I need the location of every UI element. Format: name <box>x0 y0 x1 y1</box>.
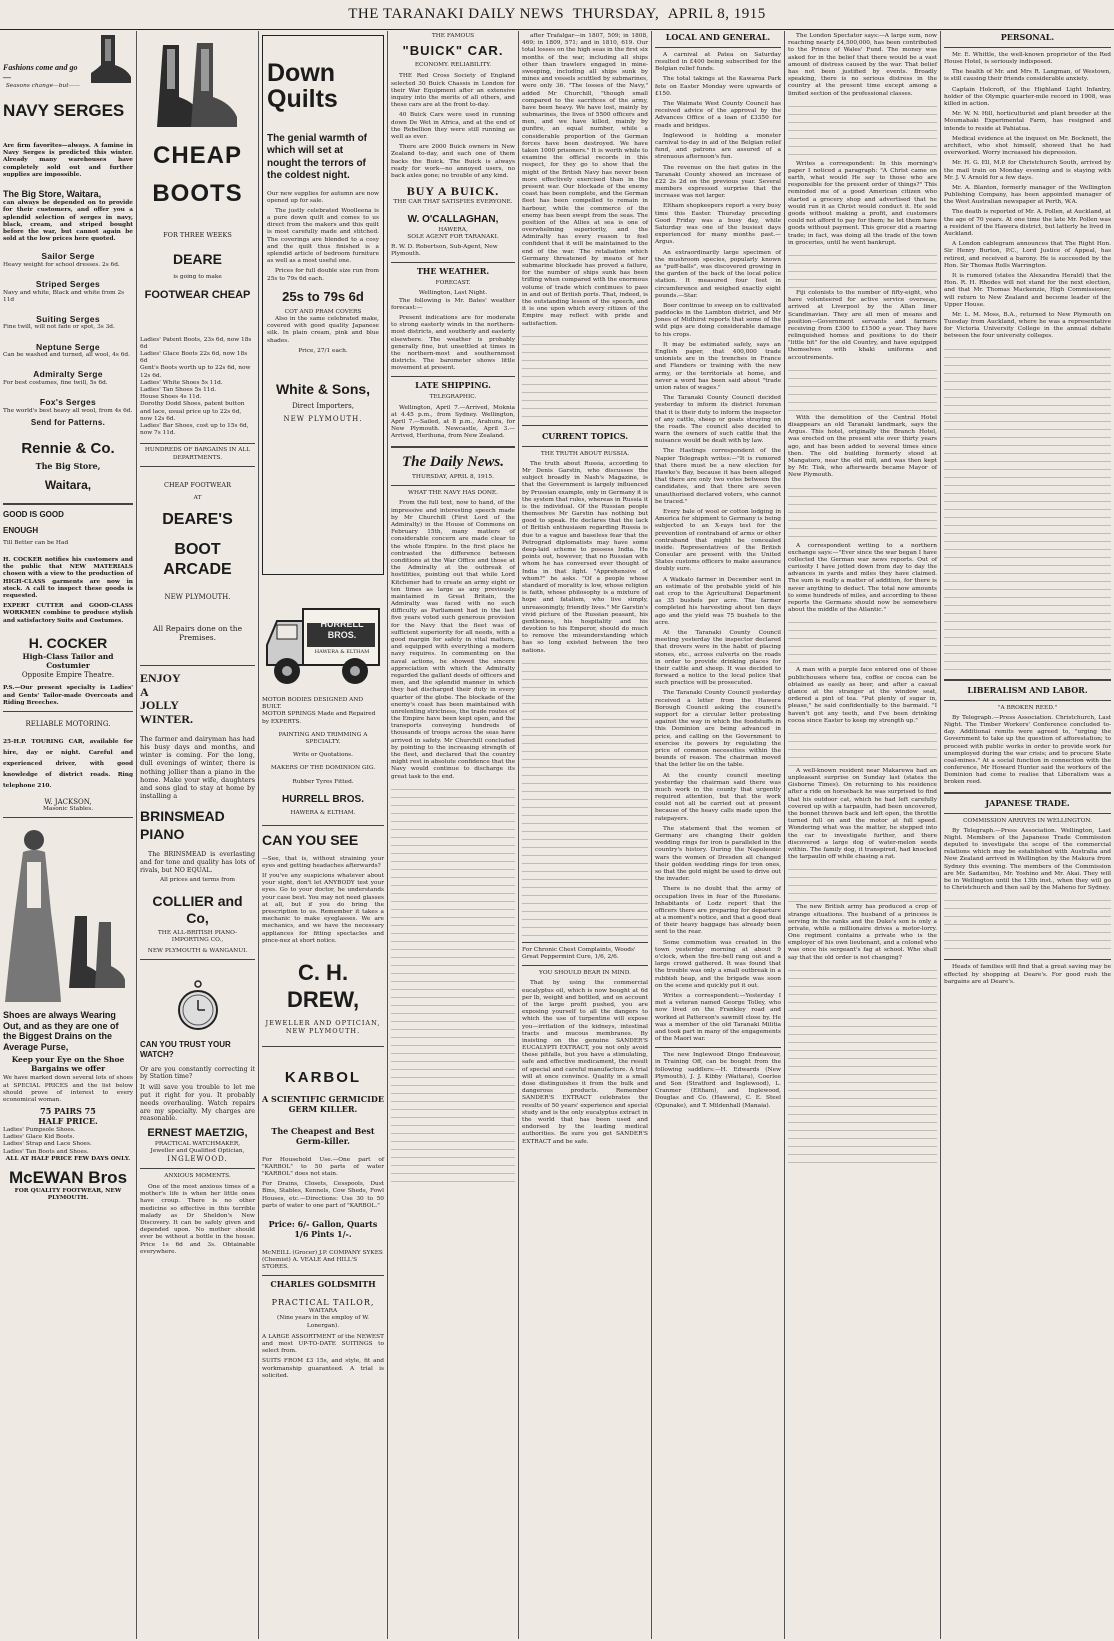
goldsmith-body: A LARGE ASSORTMENT of the NEWEST and most UP-TO-DATE SUITINGS to select from. <box>262 1333 384 1355</box>
karbol-agents: McNEILL (Grocer) J.P. COMPANY SYKES (Chemist) A. VEALE And HILL'S STORES. <box>262 1249 383 1271</box>
shipping-body: Wellington, April 7.—Arrived, Moknia at 4.45 p.m., from Sydney. Wellington, April 7.—Sailed, at 8 p.m., Arahura, for New Plymouth. Newcastle, April 3.—Arrived, Herihuna, from New Zealand. <box>391 404 515 440</box>
serge-item <box>3 279 133 304</box>
local-paragraph: There is no doubt that the army of occupation lives in fear of the Russians. Inhabitants of Lodz report that the officers there are preparing for departure at a moment's notice, and that a good deal of their heavy baggage has already been sent to the rear. <box>655 886 781 936</box>
buick-body-2: 40 Buick Cars were used in running down De Wet in Africa, and at the end of the Rebellion they were still running as well as ever. <box>391 112 515 140</box>
editorial-continued: after Trafalgar—in 1807, 509; in 1808, 469; in 1809, 571; and in 1810, 619. Our total losses on the high seas in the first six months of the war, including all ships other than trawlers engaged in mine-sweeping, including all ships sunk by mines and vessels scuttled by submarines, were only 36. "The losses of the Navy," added Mr Churchill, "though small compared to the sacrifices of the army, have been heavy. We have lost, mainly by submarines, the lives of 5500 officers and men, and we have killed, mainly by gunfire, an equal number, while a considerable proportion of the German forces have been destroyed. We have taken 1000 prisoners." It is worth while to examine the official records in this respect, for they go to show that the might of the British Navy has never been more effectively exercised than in the present war. Our blockade of the enemy coast has been complete, and the German fleet has been compelled to remain in harbour, while the commerce of the enemy has been swept from the seas. The position of the Allies at sea is one of overwhelming superiority, and the Admiralty has every reason to feel confident that it will be maintained to the end of the war. The retaliation which Germany threatened by means of her submarine blockade has proved a failure, for the number of ships sunk has been trifling when compared with the enormous volume of trade which continues to pass in and out of British ports. That, indeed, is the outstanding lesson of the speech, and it is one upon which every citizen of the Empire may reflect with pride and satisfaction. <box>522 33 648 327</box>
russia-continuation <box>522 658 648 938</box>
column-6 <box>652 33 784 1637</box>
shoes-body: We have marked down several lots of shoes at SPECIAL PRICES and the list below should prove of interest to every economical woman. <box>3 1075 133 1104</box>
motoring-heading: RELIABLE MOTORING. <box>25 719 111 728</box>
general-paragraph: Fiji colonists to the number of fifty-eight, who have volunteered for active service overseas, arrived at Liverpool by the Allan liner Scandinavian. They are all men of means and position—Government servants and farmers receiving from £300 to £1500 a year. They have relinquished homes and positions to do their "little bit" for the old Country, and have equipped themselves with khaki uniforms and accoutrements. <box>788 289 937 361</box>
personal-paragraph: Captain Holcroft, of the Highland Light Infantry, holder of the Olympic quarter-mile record in 1908, was killed in action. <box>944 86 1111 108</box>
russia-body: The truth about Russia, according to Mr Denis Garstin, who discusses the subject broadly in Nash's Magazine, is that the Government is largely influenced by Prussian example, only in Germany it is the system that rules, whereas in Russia it is the individual. Of the Russian people themselves Mr Garstin has nothing but good to speak. He declares that the lack of British enthusiasm regarding Russia is due to a vague and baseless fear that the Petrograd diplomatists may have some deep-laid scheme to possess India. He points out, however, that no Russian with whom he has conversed ever thought of India in that light. "Apprehensive of whom?" he asks. "Of a people whose standard of morality is low, whose religion is faith, whose philosophy is a mixture of hope and fatalism, who live simply, unreasoningly, friendly lives." Mr Garstin's vivid picture of the Russian peasant, his gentleness, his hospitality and his devotion to his Emperor, should do much to remove the misunderstanding which has so long existed between the two nations. <box>522 460 648 654</box>
chest-complaints: For Chronic Chest Complaints, Woods' Great Peppermint Cure, 1/6, 2/6. <box>522 946 636 961</box>
paragraph-continuation <box>788 864 937 904</box>
motor-bodies: MOTOR BODIES DESIGNED AND BUILT. <box>262 697 364 711</box>
forecast-line: FORECAST. <box>435 280 471 287</box>
white-sons-name: White & Sons, <box>275 380 371 397</box>
column-5 <box>519 33 651 1637</box>
hurrell-ad <box>262 601 384 817</box>
cansee-body-2: If you've any suspicions whatever about your sight, don't let ANYBODY test your eyes. Go to your doctor, he understands your case best. You may not need glasses at all, but if you do bring the prescription to us. Remember it takes a mechanic to make eyeglasses. We are mechanics, and we have the necessary appliances for fitting spectacles and pince-nez at short notice. <box>262 873 384 944</box>
motor-van-icon <box>263 601 383 691</box>
trust-body-2: It will save you trouble to let me put it right for you. It probably needs overhauling. Watch repairs are my specialty. My charges are reasonable. <box>140 1084 255 1123</box>
maetzig-sub-2: Jeweller and Qualified Optician, <box>150 1148 245 1155</box>
seasons-line: Seasons change—but—— <box>5 82 81 89</box>
personal-paragraph: Mr. E. Whittle, the well-known proprietor of the Red House Hotel, is seriously indisposed. <box>944 51 1111 66</box>
enjoy-body: The farmer and dairyman has had his busy days and months, and winter is coming. For the long, dull evenings of winter, there is nothing jollier than a piano in the home. Make your wife, daughters and sons glad to stay at home by installing a <box>140 734 255 801</box>
three-weeks: FOR THREE WEEKS <box>163 230 232 239</box>
hurrell-town: HAWERA & ELTHAM. <box>290 810 356 817</box>
brinsmead-heading: BRINSMEAD <box>140 808 225 825</box>
shoes-eye: Keep your Eye on the Shoe Bargains we offer <box>11 1054 125 1074</box>
price-heading: 25s to 79s 6d <box>282 288 364 304</box>
going-line: is going to make <box>173 273 222 280</box>
trade-continuation <box>944 895 1111 955</box>
general-paragraph: Writes a correspondent: In this morning's paper I noticed a paragraph: "A Christ came on earth, what would He say to those who are responsible for the present order of things?" This reminded me of a good American citizen who started a grocery shop and advertised that he would run it as Christ would conduct it. He sold goods without making a profit, and customers could not afford to pay for them; he let them have goods without payment. This grocer did a roaring trade; in fact, was doing all the trade of the town in groceries, until he went bankrupt. <box>788 160 937 246</box>
pocket-watch-icon <box>177 980 219 1034</box>
trust-heading: CAN YOU TRUST YOUR WATCH? <box>140 1039 231 1059</box>
boots-pair-icon <box>153 39 243 133</box>
japanese-trade-heading: JAPANESE TRADE. <box>985 797 1070 808</box>
boot-arcade-heading: BOOT ARCADE <box>163 540 232 578</box>
painting-line: PAINTING AND TRIMMING A SPECIALTY. <box>278 731 368 745</box>
navy-serges-body: Are firm favorites—always. A famine in Navy Serges is predicted this winter. Already many warehouses have completely sold out and further supplies are impossible. <box>3 143 133 178</box>
local-paragraph: The new Inglewood Dingo Endeavour, in Training Off, can be bought from the following saddlers:—H. Edwards (New Plymouth), J. J. Kibby (Waitara), Coerlee and Son (Stratford and Inglewood), L. Cranmer (Eltham), and Inglewood, Douglas and Co. (Hawera), C. E. Steel (Opunake), and T. Mildenhall (Manaia). <box>655 1052 781 1109</box>
practical-tailor: PRACTICAL TAILOR, <box>271 1298 375 1308</box>
general-paragraph: The London Spectator says:—A large sum, now reaching nearly £4,500,000, has been contributed to the Prince of Wales' Fund. The money was asked for in the belief that there would be a vast amount of distress caused by the war. That belief has not been justified by events. Broadly speaking, there is no serious distress in the country at the present time except among a limited section of the professional classes. <box>788 33 937 97</box>
price-item: House Shoes 4s 11d. <box>140 394 202 401</box>
personal-paragraph: The health of Mr. and Mrs R. Langman, of Westown, is still causing their friends considerable anxiety. <box>944 69 1111 83</box>
shoe-list-item: Ladies' Strap and Lace Shoes. <box>3 1141 92 1148</box>
enjoy-line: A <box>140 684 149 699</box>
karbol-body-2: For Drains, Closets, Cesspools, Dust Bins, Stables, Kennels, Cow Sheds, Fowl Houses, etc.—Directions: Use 30 to 50 parts of water to one part of "KARBOL." <box>262 1181 384 1209</box>
price-item: Ladies' Glace Boots 22s 6d, now 18s 6d <box>140 351 248 365</box>
buick-body-3: There are 2000 Buick owners in New Zealand to-day, and each one of them backs the Buick. The Buick is always ready for work—no annoyed users, no back axles gone; no trouble of any kind. <box>391 144 515 179</box>
good-is-good: GOOD IS GOOD <box>3 510 64 520</box>
cocker-ps: P.S.—Our present specialty is Ladies' and Gents' Tailor-made Overcoats and Riding Breeches. <box>3 685 133 706</box>
anxious-ad <box>140 1173 255 1256</box>
editorial <box>391 453 515 1184</box>
price-list <box>140 337 255 438</box>
japanese-trade-article <box>944 799 1111 956</box>
hurrell-name: HURRELL BROS. <box>281 793 365 805</box>
paper-title: THE TARANAKI DAILY NEWS <box>348 6 565 23</box>
local-paragraph: The Taranaki County Council yesterday received a letter from the Hawera Borough Council asking the council's support for a circular letter protesting against the way in which the foodstuffs in this Dominion are being advanced in price, and calling on the Government to exercise its powers by regulating the price of common necessities within the bounds of reason. The chairman moved that the letter lie on the table. <box>655 690 781 769</box>
local-paragraph: The total takings at the Kawaroa Park fete on Easter Monday were upwards of £150. <box>655 76 781 97</box>
jackson-address: Masonic Stables. <box>42 806 94 813</box>
shoes-heading: Shoes are always Wearing Out, and as they are one of the Biggest Drains on the Average Purse, <box>3 1010 119 1052</box>
local-paragraph: The Hastings correspondent of the Napier Telegraph writes:—"It is rumored that there must be a new election for Hawke's Bay, because it has been alleged that there are only two votes between the candidates, and that there are seven unauthorised declared voters, who cannot be traced." <box>655 448 781 505</box>
drew-name: C. H. DREW, <box>286 959 360 1013</box>
local-paragraph: The statement that the women of Germany are changing their golden wedding rings for iron is paralleled in the country's history. During the Napoleonic wars the women of Dresden all changed their golden wedding rings for iron ones, so that the gold might be used to drive out the invader. <box>655 825 781 883</box>
liberalism-article <box>944 686 1111 787</box>
karbol-cheapest: The Cheapest and Best Germ-killer. <box>271 1125 375 1146</box>
collier-address: NEW PLYMOUTH & WANGANUI. <box>147 947 248 954</box>
rennie-name: Rennie & Co. <box>21 439 115 457</box>
footwear-cheap: FOOTWEAR CHEAP <box>144 289 251 302</box>
cocker-name: H. COCKER <box>28 634 108 651</box>
quilts-heading: Quilts <box>267 85 338 114</box>
general-paragraph: A correspondent writing to a northern exchange says:—"Ever since the war began I have collected the German war news reports. Out of curiosity I have jotted down from day to day the advances in yards and miles they have claimed. The sum is really a matter of addition, for there is never anything to deduct. The total now amounts to some hundreds of miles, and according to these reports the Germans should now be somewhere about the middle of the Atlantic." <box>788 542 937 614</box>
local-paragraph: At the Taranaki County Council meeting yesterday the inspector declared that drovers were in the habit of placing stones, etc., across culverts on the roads in order to provide drinking places for their cattle and sheep. It was decided to forward a notice to the local police that such practice will be prosecuted. <box>655 629 781 687</box>
cocker-sub: High-Class Tailor and Costumier <box>22 652 114 671</box>
jackson-name: W. JACKSON, <box>44 797 92 806</box>
goldsmith-town: WAITARA <box>308 1308 338 1315</box>
enjoy-line: ENJOY <box>140 670 181 685</box>
buy-buick: BUY A BUICK. <box>406 184 500 199</box>
all-half-price: ALL AT HALF PRICE FEW DAYS ONLY. <box>5 1155 131 1162</box>
serge-desc: Navy and white, Black and white from 2s 11d <box>3 289 125 303</box>
price-item: Ladies' White Shoes 5s 11d. <box>140 379 223 386</box>
column-7 <box>785 33 940 1637</box>
anxious-heading: ANXIOUS MOMENTS. <box>164 1172 231 1179</box>
repairs-line: All Repairs done on the Premises. <box>152 624 243 643</box>
serge-name: Suiting Serges <box>36 313 100 324</box>
karbol-sub: A SCIENTIFIC GERMICIDE GERM KILLER. <box>262 1094 384 1114</box>
local-paragraph: At the county council meeting yesterday the chairman said there was much work in the county that urgently required attention, but that the work could not all be carried out at present because of the heavy calls made upon the ratepayers. <box>655 772 781 822</box>
local-paragraph: Boer continue to sweep on to cultivated paddocks in the Lambton district, and Mr Jones of Midhirst reports that some of the wild pigs are doing considerable damage to his crops. <box>655 302 781 338</box>
goldsmith-sub: (Nine years in the employ of W. Lonergan). <box>276 1315 370 1329</box>
quilt-body: Our new supplies for autumn are now opened up for sale. <box>267 190 379 204</box>
buick-body: THE Red Cross Society of England selected 30 Buick Chassis in London for their War Equipment after an extensive inquiry into the merits of all others, and these cars are at the front to-day. <box>391 73 515 109</box>
general-paragraph: The new British army has produced a crop of strange situations. The husband of a princess is serving in the ranks and the Duke's son is only a private, while a millionaire drives a motor-lorry. One regiment contains a private who is the employer of his own lieutenant, and a colonel who was once his sergeant's fag at school. Who shall say that the old order is not changing? <box>788 904 937 961</box>
shoe-list-item: Ladies' Glace Kid Boots. <box>3 1134 75 1141</box>
paragraph-continuation <box>788 617 937 667</box>
van-lettering <box>308 619 376 641</box>
motoring-ad <box>3 720 133 814</box>
cocker-ad <box>3 510 133 707</box>
quilt-body-3: Prices for full double size run from 25s to 79s 6d each. <box>267 268 379 282</box>
column-1 <box>0 33 136 1637</box>
big-store-body: can always be depended on to provide for their customers, and offer you a splendid selection of serges in navy, black, cream, and striped bought before the war, but cannot again be sold at the low prices here quoted. <box>3 200 133 243</box>
shoe-list-item: Ladies' Tan Boots and Shoes. <box>3 1148 89 1155</box>
maetzig-heading: ERNEST MAETZIG, <box>147 1127 248 1140</box>
local-paragraph: Every bale of wool or cotton lodging in America for shipment to Germany is being subjected to an X-rays test for the prevention of contraband of arms or other contraband that might be concealed inside. Representatives of the British Consular are present with the United States customs officers to make assurance doubly sure. <box>655 508 781 573</box>
paper-day: THURSDAY, <box>572 6 660 23</box>
cheap-footwear: CHEAP FOOTWEAR <box>163 480 232 489</box>
local-paragraph: An extraordinarily large specimen of the mushroom species, popularly known as "puff-balls", was discovered growing in the garden of the back of the local police station. It measured four feet in circumference and weighed exactly eight pounds.—Star. <box>655 249 781 299</box>
piano-heading: PIANO <box>140 825 185 842</box>
deare-boots-ad <box>140 39 255 462</box>
mcewan-name: McEWAN Bros <box>8 1167 128 1187</box>
personal-paragraphs <box>944 52 1111 674</box>
editorial-body: From the full text, now to hand, of the impressive and interesting speech made by Mr Churchill (First Lord of the Admiralty) in the House of Commons on February 15th, many matters of considerable concern are made clear to the whole Empire. In the first place he contrasted the difference between conditions at the War Office and those at the Admiralty at the outbreak of hostilities, pointing out that while Lord Kitchener had to create an army eight or ten times as large as any previously maintained in Great Britain, the Admiralty was faced with no such difficulty as Parliament had in the last five years voted such generous provision for the Navy that the fleet was of sufficient superiority for all needs, with a good margin for safety in vital matters, and equipped with everything a modern navy requires. In commenting on the naval actions, he showed the sincere appreciation with which the Admiralty regarded the gallant deeds of officers and men, and the splendid manner in which they had discharged their duty in every quarter of the globe. The blockade of the enemy's coast has been maintained with unrelenting strictness, the trade routes of the Empire have been kept open, and the transports conveying hundreds of thousands of troops across the seas have arrived in safety. Mr Churchill concluded by pointing to the increasing strength of the fleet, and declared that the country might rest in absolute confidence that the Navy would continue to discharge its great task to the end. <box>391 500 515 780</box>
pairs-line: 75 PAIRS 75 <box>40 1106 96 1117</box>
serge-item <box>3 251 133 269</box>
serge-desc: For best costumes, fine twill, 5s 6d. <box>3 379 108 386</box>
price-item: Dorothy Dodd Shoes, patent button and lace, usual price up to 22s 6d, now 12s 6d. <box>140 401 245 422</box>
paragraph-continuation <box>788 483 937 543</box>
local-paragraph: Some commotion was created in the town yesterday morning at about 9 o'clock, when the fire-bell rang out and a large crowd gathered. It was found that the trouble was only a small outbreak in a rubbish heap, and the brigade was soon on the scene and quickly put it out. <box>655 939 781 989</box>
local-paragraph: Eltham shopkeepers report a very busy time this Easter. Thursday preceding Good Friday was a busy day, while Saturday was one of the busiest days experienced for many months past.—Argus. <box>655 203 781 246</box>
local-paragraph: The Taranaki County Council decided yesterday to inform its district foreman that it is their duty to inform the inspector of any cattle, sheep or goats straying on the roads. The council also decided to warn the owners of such cattle that the nuisance would be dealt with by law. <box>655 395 781 445</box>
cot-body: Also in the same celebrated make, covered with good quality Japanese silk. In plain cream, pink and blue shades. <box>267 316 379 344</box>
telegraphic-line: TELEGRAPHIC. <box>429 394 477 401</box>
local-paragraph: It may be estimated safely, says an English paper, that 400,000 trade unionists are in the trenches in France and Flanders or training with the new army, or the territorials at home, and never a word has been said about "trade union rates of wages." <box>655 341 781 391</box>
serge-name: Sailor Serge <box>41 251 95 262</box>
serge-item <box>3 342 133 360</box>
newspaper-page <box>0 31 1114 1641</box>
serge-name: Striped Serges <box>35 279 101 290</box>
half-price: HALF PRICE. <box>38 1116 98 1127</box>
quotes-line: Write or Quotations. <box>292 752 353 759</box>
boots-heading: BOOTS <box>152 179 243 207</box>
editorial-date: THURSDAY, APRIL 8, 1915. <box>412 474 494 481</box>
serge-desc: Can be washed and turned, all wool, 4s 6d. <box>3 352 130 359</box>
remind-body: That by using the commercial eucalyptus oil, which is now bought at 6d per lb, weight and bottled, and on account of the large profit pushed, you are exposing yourself to all the dangers to which the use of turpentine will expose you—irritation of the kidneys, intestinal tracts and mucous membranes. By insisting on the genuine SANDER'S EUCALYPTI EXTRACT, you not only avoid these pitfalls, but you have a stimulating, safe and effective medicament, the result of special and careful manufacture. A trial will at once convince. Quality in a small dose distinguishes it from the bulk and dangerous products. Remember SANDER'S EXTRACT celebrates the results of 50 years' experience and special study and is the only eucalyptus extract in the world that has been used and endorsed by the leading medical authorities. Be sure you get SANDER'S EXTRACT and be safe. <box>522 980 648 1145</box>
trade-body: By Telegraph.—Press Association. Wellington, Last Night. Members of the Japanese Trade Commission deputed to investigate the scope of the commercial relations which may be established with Australia and New Zealand arrived in Wellington by the Makura from Sydney this evening. The members of the Commission are Mr. Sadamitsu, Mr. Yoshino and Mr. Akai. They will be in Wellington until the 13th inst., when they will go to Christchurch and then sail by the Maheno for Sydney. <box>944 827 1111 892</box>
current-topics <box>522 432 648 938</box>
hundreds-bargains: HUNDREDS OF BARGAINS IN ALL DEPARTMENTS. <box>140 443 255 461</box>
liberalism-heading: LIBERALISM AND LABOR. <box>967 684 1088 695</box>
broken-reed: "A BROKEN REED." <box>997 704 1058 711</box>
genial-line: The genial warmth of which will set at nought the terrors of the coldest night. <box>267 132 368 181</box>
maetzig-ad <box>140 980 255 1164</box>
sub-agent: R. W. D. Robertson, Sub-Agent, New Plymouth. <box>391 243 498 258</box>
till-better: Till Better can be Had <box>3 539 69 546</box>
karbol-ad <box>262 1069 384 1272</box>
editorial-title: WHAT THE NAVY HAS DONE. <box>407 490 498 497</box>
white-sons-town: NEW PLYMOUTH. <box>283 415 363 424</box>
maetzig-town: INGLEWOOD. <box>167 1155 228 1164</box>
weather-body: The following is Mr. Bates' weather forecast:— <box>391 297 515 311</box>
price-item: Ladies' Patent Boots, 23s 6d, now 18s 6d <box>140 336 252 350</box>
shipping-article <box>391 381 515 440</box>
paragraph-continuation <box>788 101 937 161</box>
column-4 <box>388 33 518 1637</box>
mcewan-sub: FOR QUALITY FOOTWEAR, NEW PLYMOUTH. <box>14 1188 122 1202</box>
rubber-tyres: Rubber Tyres Fitted. <box>292 778 354 785</box>
serge-item <box>3 397 133 415</box>
van-logo-line: HURRELL <box>320 619 364 629</box>
serge-item <box>3 314 133 332</box>
motor-springs: MOTOR SPRINGS Made and Repaired by EXPERTS. <box>262 711 376 725</box>
dominion-gig: MAKERS OF THE DOMINION GIG. <box>270 765 376 772</box>
big-store-heading: The Big Store, Waitara, <box>3 189 102 200</box>
sole-agent: SOLE AGENT FOR TARANAKI. <box>407 233 499 240</box>
personal-paragraph: Mr. A. Blanton, formerly manager of the Wellington Publishing Company, has been appointed manager of the West Australian newspaper at Perth, W.A. <box>944 184 1111 206</box>
van-logo-town: HAWERA & ELTHAM <box>314 649 370 655</box>
personal-paragraph: Mr. H. G. Ell, M.P. for Christchurch South, arrived by the mail train on Monday evening and is staying with Mr. J. V. Arnold for a few days. <box>944 160 1111 181</box>
trust-body: Or are you constantly correcting it by Station time? <box>140 1065 255 1081</box>
at-line: AT <box>193 494 202 501</box>
quilt-body-2: The justly celebrated Woolleena is a pure down quilt and comes to us direct from the makers and this quilt is most carefully made and stitched. The coverings are blended to a cosy and the quilt thus finished is a splendid article of bedroom furniture as well as a most useful one. <box>267 207 379 265</box>
famous-line: THE FAMOUS <box>431 33 475 39</box>
daily-news-heading: The Daily News. <box>401 453 505 470</box>
personal-paragraph: Mr. L. M. Moss, B.A., returned to New Plymouth on Tuesday from Auckland, where he was a representative for Victoria University College in the annual debate between the four university colleges. <box>944 311 1111 340</box>
commission-subheading: COMMISSION ARRIVES IN WELLINGTON. <box>963 817 1092 824</box>
enjoy-line: JOLLY <box>140 698 179 713</box>
topics-heading: CURRENT TOPICS. <box>541 430 629 441</box>
serge-name: Fox's Serges <box>39 397 97 408</box>
good-enough: ENOUGH <box>3 525 39 535</box>
general-paragraph: A well-known resident near Makarewa had an unpleasant surprise on Sunday last (states the Gisborne Times). On returning to his residence after a ride on horseback he was surprised to find that his outdoor cat, which he had left carefully covered up with a tarpaulin, had been uncovered, the bonnet thrown back and left open, the throttle turned full on and the motor at full speed. Wondering what was the matter, he stepped into the car to investigate further, and there discovered a large dog of water-melon seeds within. The family dog, it transpired, had knocked the tarpaulin off while chasing a rat. <box>788 767 937 861</box>
general-paragraphs <box>788 33 937 1165</box>
navy-serges-ad <box>3 33 133 493</box>
price-item: Ladies' Tan Shoes 5s 11d. <box>140 387 217 394</box>
local-paragraphs <box>655 52 781 1110</box>
column-3 <box>259 33 387 1637</box>
lady-figure-icon <box>3 822 65 1008</box>
goldsmith-ad <box>262 1280 384 1380</box>
van-logo-line: BROS. <box>327 630 357 641</box>
serge-desc: Fine twill, will not fade or spot, 3s 3d. <box>3 324 115 331</box>
karbol-price: Price: 6/- Gallon, Quarts 1/6 Pints 1/-. <box>268 1219 378 1239</box>
general-paragraph: With the demolition of the Central Hotel disappears an old Taranaki landmark, says the Argus. This hotel, originally the Branch Hotel, was erected on the present site over thirty years ago, and has been added to several times since then. The old building formerly stood at Mangatoro, near the old mill, and was then kept by Mr. Tisk, who afterwards became Mayor of New Plymouth. <box>788 414 937 479</box>
ocallaghan-name: W. O'CALLAGHAN, <box>407 214 499 226</box>
cansee-heading: CAN YOU SEE <box>262 832 359 849</box>
heads-of-families: Heads of families will find that a great saving may be effected by shopping at Deare's. For good rush the bargains are at Deare's. <box>944 964 1111 985</box>
boots-illustration-icon <box>67 912 127 1008</box>
fashions-line: Fashions come and go— <box>3 63 78 82</box>
remind-heading: YOU SHOULD BEAR IN MIND. <box>539 970 631 977</box>
cot-price: Price, 27/1 each. <box>298 347 348 354</box>
weather-article <box>391 267 515 372</box>
anxious-body: One of the most anxious times of a mother's life is when her little ones have croup. There is no other medicine so effective in this terrible malady as Dr Sheldon's New Discovery. It can be safely given and depended upon. No mother should ever be without a bottle in the house. Price 1s 6d and 3s. Obtainable everywhere. <box>140 1184 255 1255</box>
column-8 <box>941 33 1114 1637</box>
personal-paragraph: Mr. W. N. Hill, horticulturist and plant breeder at the Moumahaki Experimental Farm, has resigned and intends to reside at Pahiatua. <box>944 111 1111 132</box>
shoe-list-item: Ladies' Pumpsole Shoes. <box>3 1127 76 1134</box>
drew-sub: JEWELLER AND OPTICIAN, NEW PLYMOUTH. <box>265 1019 381 1036</box>
personal-continuation <box>944 344 1111 674</box>
goldsmith-body-2: SUITS FROM £3 15s, and style, fit and workmanship guaranteed. A trial is solicited. <box>262 1358 384 1379</box>
paragraph-continuation <box>788 728 937 768</box>
navy-serges-heading: NAVY SERGES <box>3 101 125 120</box>
white-sons-sub: Direct Importers, <box>292 402 354 411</box>
boot-illustration-icon <box>87 33 133 89</box>
local-paragraph: A Waikato farmer in December sent in an estimate of the probable yield of his oat crop to the Agricultural Department as 35 bushels per acre. The farmer completed his harvesting about ten days ago and the yield was 75 bushels to the acre. <box>655 576 781 626</box>
local-paragraph: A carnival at Patea on Saturday resulted in £400 being subscribed for the Belgian relief funds. <box>655 51 781 73</box>
general-paragraph: A man with a purple face entered one of those publichouses where tea, coffee or cocoa can be obtained as easily as beer, and after a casual glance at the stranger at the window seat, ordered a pint of tea. "Put plenty of sugar in, please," he said confidentially to the barmaid. "I haven't got any teeth, and I've been drinking cocoa since Easter to keep my strength up." <box>788 667 937 724</box>
paragraph-continuation <box>788 365 937 415</box>
local-paragraph: Writes a correspondent:—Yesterday I met a veteran named George Tolley, who now lived on the Frankley road and worked at Patterson's sawmill close by. He was a member of the old Taranaki Militia and took part in many of the engagements of the Maori war. <box>655 992 781 1043</box>
serge-name: Admiralty Serge <box>33 369 103 380</box>
paper-date: APRIL 8, 1915 <box>667 6 766 23</box>
arcade-town: NEW PLYMOUTH. <box>164 593 231 602</box>
personal-paragraph: The death is reported of Mr. A. Pollen, at Auckland, at the age of 70 years. At one time the late Mr. Pollen was a resident of the Hawera district, but latterly he lived in Auckland. <box>944 209 1111 238</box>
personal-paragraph: A London cablegram announces that The Right Hon. Sir Henry Burton, P.C., Lord Justice of Appeal, has retired, and received a barony. He is succeeded by the Hon. Sir Thomas Rolls Warrington. <box>944 241 1111 269</box>
rennie-town: Waitara, <box>44 478 92 493</box>
brinsmead-body: The BRINSMEAD is everlasting and for tone and quality has lots of rivals, but NO EQUAL. <box>140 850 255 874</box>
local-general-heading: LOCAL AND GENERAL. <box>665 33 771 42</box>
goldsmith-name: CHARLES GOLDSMITH <box>270 1279 376 1290</box>
collier-heading: COLLIER and Co, <box>152 892 243 926</box>
personal-paragraph: Medical evidence at the inquest on Mr. Bocknett, the architect, who shot himself, showed that he had overworked. Worry increased his depression. <box>944 135 1111 157</box>
cansee-body: —See, that is, without straining your eyes and getting headaches afterwards? <box>262 855 384 869</box>
personal-paragraph: It is rumored (states the Alexandra Herald) that the Hon. R. H. Rhodes will not stand for the next election, and that Mr. Thomas Mackenzie, High Commissioner, will return to New Zealand and become leader of the Upper House. <box>944 272 1111 308</box>
ocallaghan-town: HAWERA, <box>438 226 468 233</box>
cheap-heading: CHEAP <box>152 142 242 169</box>
local-paragraph: The revenue on the fast gates in the Taranaki County showed an increase of £22 2s 2d on the previous year. Several members expressed surprise that the increase was not larger. <box>655 164 781 200</box>
paragraph-continuation <box>788 250 937 290</box>
buick-heading: "BUICK" CAR. <box>402 43 504 59</box>
sanders-ad <box>522 970 648 1146</box>
masthead <box>0 0 1114 30</box>
down-heading: Down <box>267 59 336 87</box>
serge-item <box>3 369 133 387</box>
deares-heading: DEARE'S <box>162 510 233 528</box>
serge-desc: The world's best heavy all wool, from 4s 6d. <box>3 407 133 414</box>
russia-subheading: THE TRUTH ABOUT RUSSIA. <box>540 450 630 457</box>
weather-dateline: Wellington, Last Night. <box>418 290 488 297</box>
deares-arcade-ad <box>140 481 255 643</box>
karbol-body: For Household Use.—One part of "KARBOL" to 50 parts of water "KARBOL" does not stain. <box>262 1156 384 1178</box>
price-item: Gent's Boots worth up to 22s 6d, now 12s 6d. <box>140 365 251 379</box>
local-paragraph: The Waimate West County Council has received advice of the approval by the Advances Office of a loan of £3350 for roads and bridges. <box>655 101 781 129</box>
editorial-continuation <box>391 784 515 1184</box>
liberalism-body: By Telegraph.—Press Association. Christchurch, Last Night. The Timber Workers' Conference concluded to-day. Additional remits were agreed to, "urging the Government to take up the question of afforestation; to proceed with public works in order to provide work for unemployed during the war crisis; and to procure State coal-mines." At a social function in connection with the conference, Mr Howard Hunter said the workers of the Dominion had come to realise that Liberalism was a broken reed. <box>944 714 1111 786</box>
cot-covers: COT AND PRAM COVERS <box>284 308 362 315</box>
drew-ad <box>262 832 384 1035</box>
local-paragraph: Inglewood is holding a monster carnival to-day in aid of the Belgian relief fund, and patrons are assured of a strenuous afternoon's fun. <box>655 132 781 161</box>
karbol-heading: KARBOL <box>284 1068 362 1086</box>
cocker-address: Opposite Empire Theatre. <box>21 670 115 679</box>
mcewan-ad <box>3 822 133 1202</box>
collier-sub: THE ALL-BRITISH PIANO-IMPORTING CO., <box>157 930 238 944</box>
deare-heading: DEARE <box>172 250 222 267</box>
brinsmead-body-2: All prices and terms from <box>159 877 236 884</box>
satisfies-line: THE CAR THAT SATISFIES EVERYONE. <box>393 198 513 205</box>
enjoy-line: WINTER. <box>140 712 194 727</box>
editorial-continued-more <box>522 331 648 421</box>
paragraph-continuation <box>788 965 937 1165</box>
shipping-heading: LATE SHIPPING. <box>415 380 491 391</box>
weather-heading: THE WEATHER. <box>416 266 490 277</box>
economy-line: ECONOMY. RELIABILITY. <box>414 62 492 69</box>
rennie-store: The Big Store, <box>35 461 101 472</box>
brinsmead-ad <box>140 672 255 955</box>
cocker-body-2: EXPERT CUTTER and GOOD-CLASS WORKMEN combine to produce stylish and satisfactory Suits and Costumes. <box>3 603 133 624</box>
maetzig-sub: PRACTICAL WATCHMAKER, <box>154 1140 241 1147</box>
touring-body: 25-H.P. TOURING CAR, available for hire, day or night. Careful and experienced driver, with good knowledge of district roads. Ring telephone 210. <box>3 738 133 789</box>
send-for-patterns: Send for Patterns. <box>30 417 106 427</box>
serge-name: Neptune Serge <box>36 341 100 352</box>
column-2 <box>137 33 258 1637</box>
buick-ad <box>391 33 515 258</box>
white-sons-ad <box>262 35 384 575</box>
serge-desc: Heavy weight for school dresses. 2s 6d. <box>3 261 120 268</box>
personal-heading: PERSONAL. <box>1000 33 1055 42</box>
price-item: Ladies' Bar Shoes, cost up to 15s 6d, now 7s 11d. <box>140 422 249 437</box>
cocker-body: H. COCKER notifies his customers and the public that NEW MATERIALS chosen with a view to the production of HIGH-CLASS garments are now in stock. A call to inspect these goods is requested. <box>3 557 133 600</box>
weather-body-2: Present indications are for moderate to strong easterly winds in the northern-most districts, and southerly and easterly elsewhere. The weather is probably generally fine, but unsettled at times in the northern-most and southernmost districts. The barometer shows little movement at present. <box>391 314 515 372</box>
